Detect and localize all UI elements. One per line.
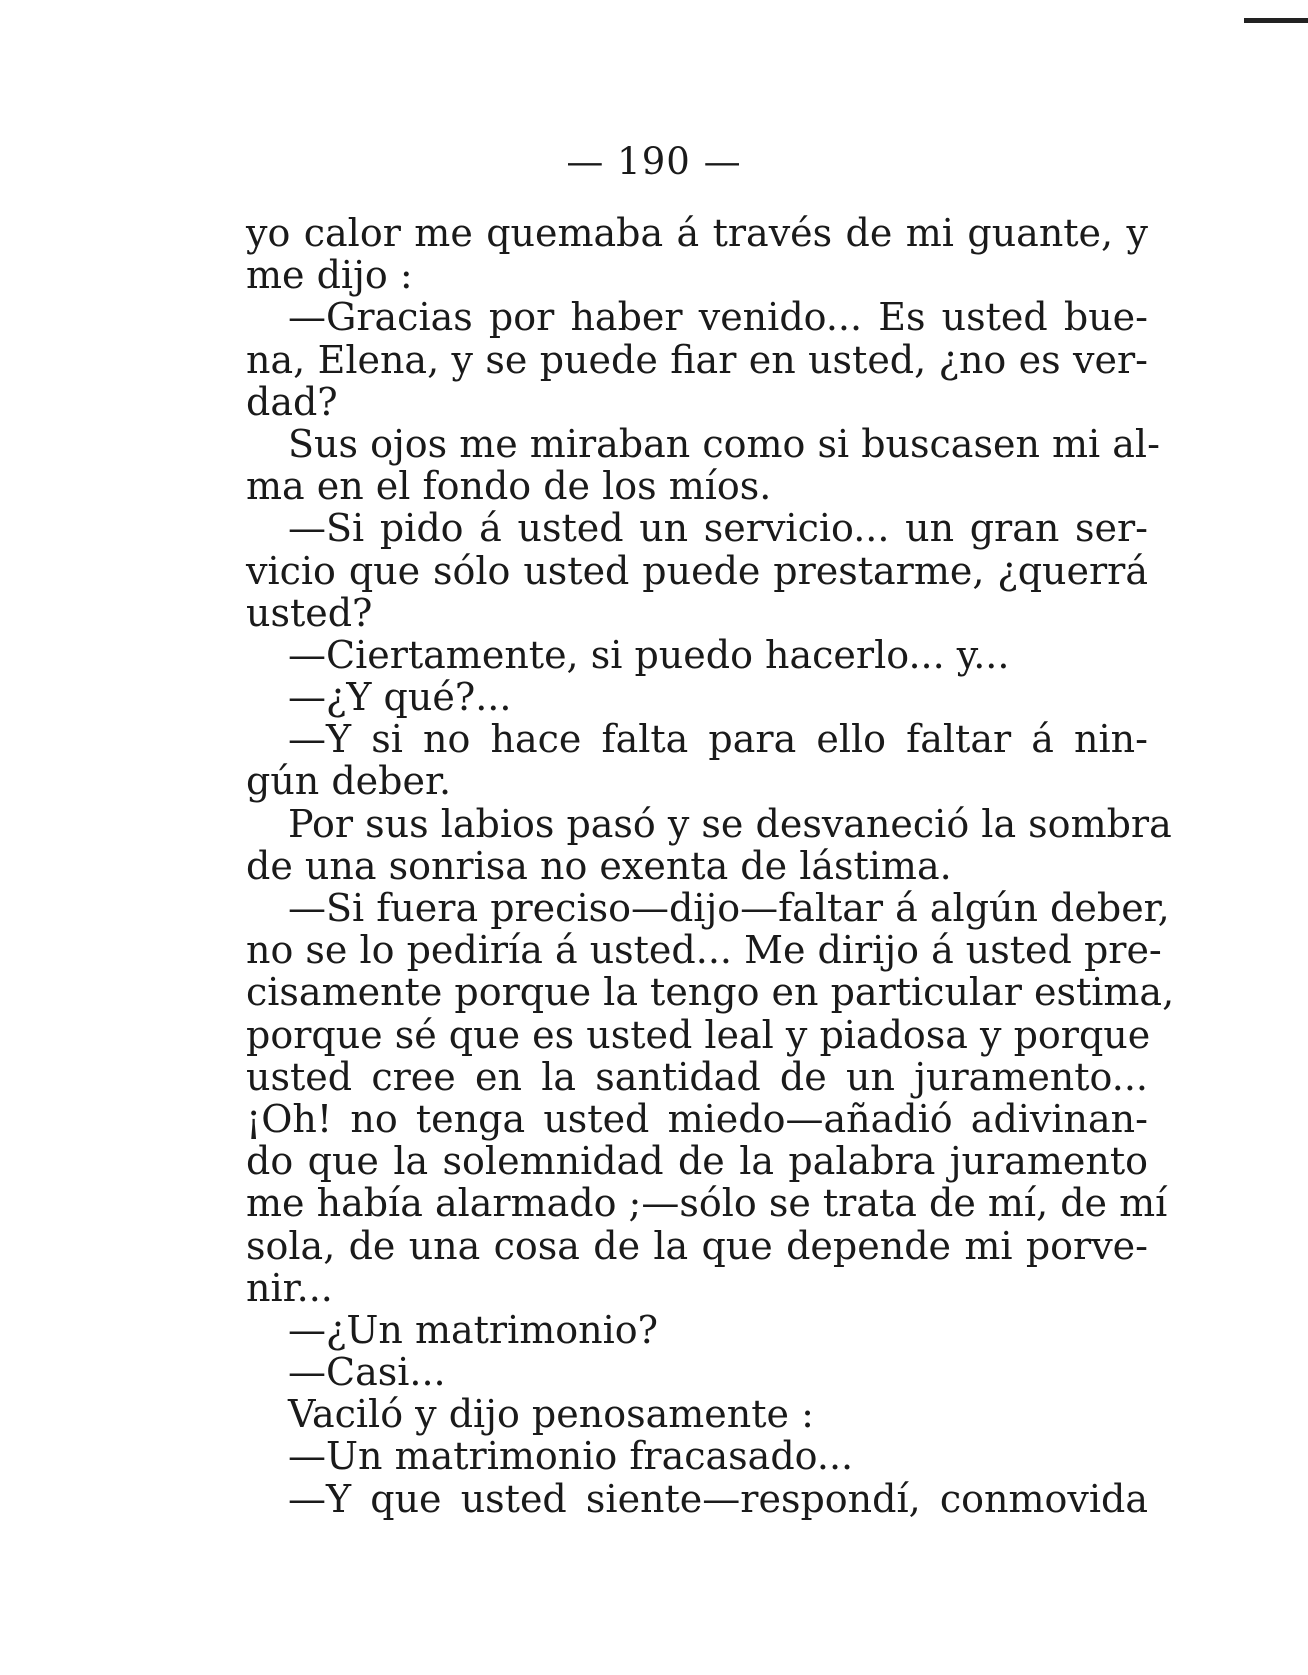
text-line: —¿Y qué?... bbox=[288, 675, 512, 720]
text-line: Vaciló y dijo penosamente : bbox=[288, 1392, 814, 1437]
text-line: ma en el fondo de los míos. bbox=[246, 464, 772, 509]
text-line: —¿Un matrimonio? bbox=[288, 1307, 659, 1352]
text-line: nir... bbox=[246, 1265, 333, 1310]
text-line: usted cree en la santidad de un juramento... bbox=[246, 1054, 1148, 1099]
text-line: sola, de una cosa de la que depende mi porve- bbox=[246, 1223, 1148, 1268]
text-line: —Ciertamente, si puedo hacerlo... y... bbox=[288, 632, 1010, 677]
text-line: cisamente porque la tengo en particular estima, bbox=[246, 970, 1175, 1015]
text-line: do que la solemnidad de la palabra juramento bbox=[246, 1139, 1148, 1184]
text-line: —Si pido á usted un servicio... un gran ser- bbox=[288, 506, 1148, 551]
text-line: ¡Oh! no tenga usted miedo—añadió adivinan- bbox=[246, 1096, 1148, 1141]
text-line: porque sé que es usted leal y piadosa y porque bbox=[246, 1012, 1151, 1057]
text-line: —Si fuera preciso—dijo—faltar á algún deber, bbox=[288, 886, 1170, 930]
text-line: Sus ojos me miraban como si buscasen mi al- bbox=[288, 421, 1160, 466]
page-number: — 190 — bbox=[566, 140, 742, 183]
text-line: me dijo : bbox=[246, 253, 413, 298]
text-line: vicio que sólo usted puede prestarme, ¿querrá bbox=[246, 548, 1148, 593]
text-line: gún deber. bbox=[246, 759, 452, 804]
text-line: yo calor me quemaba á través de mi guante, y bbox=[246, 211, 1148, 255]
text-line: no se lo pediría á usted... Me dirijo á usted pre- bbox=[246, 928, 1162, 973]
text-line: —Y que usted siente—respondí, conmovida bbox=[288, 1476, 1148, 1521]
text-line: —Casi... bbox=[288, 1350, 446, 1395]
text-line: dad? bbox=[246, 379, 338, 424]
text-line: —Y si no hace falta para ello faltar á nin- bbox=[288, 717, 1148, 762]
body-text bbox=[246, 211, 1175, 1521]
text-line: de una sonrisa no exenta de lástima. bbox=[246, 843, 952, 888]
text-line: —Gracias por haber venido... Es usted bue- bbox=[288, 295, 1148, 340]
text-line: Por sus labios pasó y se desvaneció la sombra bbox=[288, 801, 1172, 846]
text-line: —Un matrimonio fracasado... bbox=[288, 1434, 854, 1479]
page-edge-mark bbox=[1244, 18, 1308, 23]
text-line: usted? bbox=[246, 590, 373, 635]
text-line: na, Elena, y se puede fiar en usted, ¿no es ver- bbox=[246, 337, 1148, 382]
text-line: me había alarmado ;—sólo se trata de mí, de mí bbox=[246, 1181, 1168, 1226]
